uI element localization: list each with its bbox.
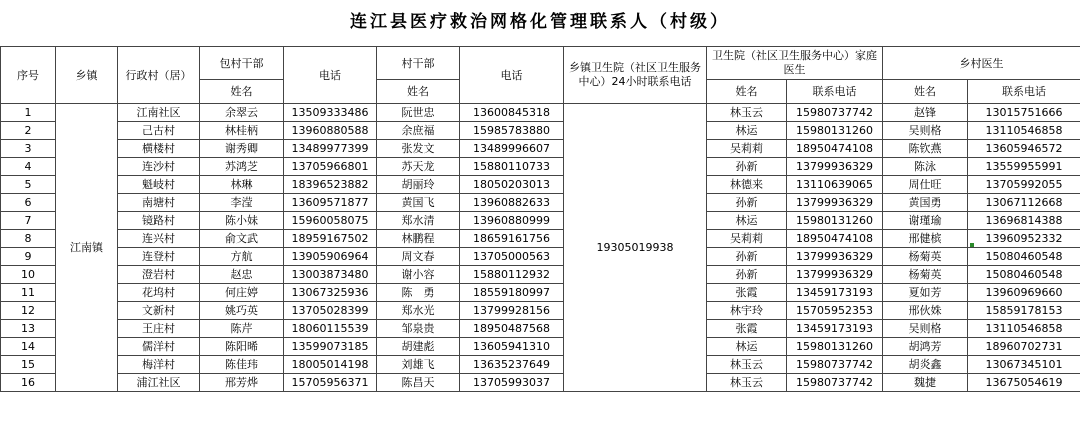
cell-seq: 12 bbox=[1, 302, 56, 320]
cell-rural-doctor-name: 邢伙姝 bbox=[883, 302, 968, 320]
cell-cadre-phone: 13509333486 bbox=[284, 104, 377, 122]
cell-family-doctor-name: 张霞 bbox=[707, 284, 787, 302]
table-row bbox=[1, 194, 1080, 212]
cell-village-cadre-name: 林鹏程 bbox=[377, 230, 460, 248]
cell-rural-doctor-phone: 18960702731 bbox=[968, 338, 1080, 356]
cell-family-doctor-phone: 13110639065 bbox=[787, 176, 883, 194]
cell-family-doctor-phone: 15980131260 bbox=[787, 122, 883, 140]
cell-family-doctor-phone: 13799936329 bbox=[787, 194, 883, 212]
cell-family-doctor-phone: 15980131260 bbox=[787, 212, 883, 230]
cell-cadre-name: 林琳 bbox=[200, 176, 284, 194]
cell-rural-doctor-name: 杨菊英 bbox=[883, 248, 968, 266]
cell-family-doctor-name: 吴莉莉 bbox=[707, 230, 787, 248]
cell-comment-marker bbox=[970, 243, 974, 247]
cell-rural-doctor-phone: 13067112668 bbox=[968, 194, 1080, 212]
cell-village-cadre-name: 陈昌天 bbox=[377, 374, 460, 392]
cell-village-cadre-name: 郑水光 bbox=[377, 302, 460, 320]
cell-seq: 15 bbox=[1, 356, 56, 374]
cell-village: 连兴村 bbox=[118, 230, 200, 248]
cell-village-cadre-name: 苏天龙 bbox=[377, 158, 460, 176]
cell-seq: 4 bbox=[1, 158, 56, 176]
header-family-doctor: 卫生院（社区卫生服务中心）家庭医生 bbox=[707, 47, 883, 80]
cell-village-cadre-phone: 15985783880 bbox=[460, 122, 564, 140]
header-cadre-phone: 电话 bbox=[284, 47, 377, 104]
cell-family-doctor-phone: 15980737742 bbox=[787, 104, 883, 122]
cell-rural-doctor-phone: 13696814388 bbox=[968, 212, 1080, 230]
table-row bbox=[1, 122, 1080, 140]
header-township: 乡镇 bbox=[56, 47, 118, 104]
table-row bbox=[1, 302, 1080, 320]
cell-cadre-phone: 13003873480 bbox=[284, 266, 377, 284]
cell-family-doctor-name: 林运 bbox=[707, 212, 787, 230]
cell-seq: 14 bbox=[1, 338, 56, 356]
cell-village: 己古村 bbox=[118, 122, 200, 140]
cell-seq: 11 bbox=[1, 284, 56, 302]
cell-seq: 13 bbox=[1, 320, 56, 338]
cell-family-doctor-phone: 15705952353 bbox=[787, 302, 883, 320]
cell-cadre-phone: 18959167502 bbox=[284, 230, 377, 248]
cell-family-doctor-phone: 15980737742 bbox=[787, 356, 883, 374]
cell-family-doctor-name: 林运 bbox=[707, 338, 787, 356]
cell-rural-doctor-name: 杨菊英 bbox=[883, 266, 968, 284]
cell-rural-doctor-phone: 15080460548 bbox=[968, 248, 1080, 266]
header-cadre: 包村干部 bbox=[200, 47, 284, 80]
cell-village: 魁岐村 bbox=[118, 176, 200, 194]
table-row bbox=[1, 212, 1080, 230]
table-row bbox=[1, 266, 1080, 284]
cell-rural-doctor-phone: 13705992055 bbox=[968, 176, 1080, 194]
cell-village-cadre-phone: 13960880999 bbox=[460, 212, 564, 230]
cell-family-doctor-name: 林运 bbox=[707, 122, 787, 140]
cell-village: 澄岩村 bbox=[118, 266, 200, 284]
cell-family-doctor-name: 林玉云 bbox=[707, 356, 787, 374]
cell-rural-doctor-name: 夏如芳 bbox=[883, 284, 968, 302]
table-row bbox=[1, 230, 1080, 248]
cell-cadre-name: 李滢 bbox=[200, 194, 284, 212]
cell-village-cadre-name: 陈 勇 bbox=[377, 284, 460, 302]
cell-cadre-phone: 13705966801 bbox=[284, 158, 377, 176]
cell-village-cadre-phone: 13635237649 bbox=[460, 356, 564, 374]
cell-seq: 8 bbox=[1, 230, 56, 248]
cell-seq: 5 bbox=[1, 176, 56, 194]
cell-rural-doctor-name: 陈泳 bbox=[883, 158, 968, 176]
header-hospital: 乡镇卫生院（社区卫生服务中心）24小时联系电话 bbox=[564, 47, 707, 104]
header-fd-name: 姓名 bbox=[707, 80, 787, 104]
cell-cadre-name: 俞文武 bbox=[200, 230, 284, 248]
cell-seq: 7 bbox=[1, 212, 56, 230]
cell-family-doctor-name: 张霞 bbox=[707, 320, 787, 338]
table-row bbox=[1, 176, 1080, 194]
cell-rural-doctor-phone: 15859178153 bbox=[968, 302, 1080, 320]
cell-village-cadre-phone: 13705993037 bbox=[460, 374, 564, 392]
cell-rural-doctor-name: 胡炎鑫 bbox=[883, 356, 968, 374]
cell-rural-doctor-phone: 13110546858 bbox=[968, 320, 1080, 338]
header-village-cadre-phone: 电话 bbox=[460, 47, 564, 104]
cell-family-doctor-name: 孙新 bbox=[707, 158, 787, 176]
cell-village: 文新村 bbox=[118, 302, 200, 320]
cell-village: 王庄村 bbox=[118, 320, 200, 338]
cell-family-doctor-phone: 13799936329 bbox=[787, 158, 883, 176]
cell-seq: 2 bbox=[1, 122, 56, 140]
cell-cadre-name: 赵忠 bbox=[200, 266, 284, 284]
cell-seq: 10 bbox=[1, 266, 56, 284]
cell-family-doctor-phone: 18950474108 bbox=[787, 140, 883, 158]
cell-village-cadre-phone: 13799928156 bbox=[460, 302, 564, 320]
cell-village-cadre-name: 胡建彪 bbox=[377, 338, 460, 356]
cell-rural-doctor-name: 陈钦燕 bbox=[883, 140, 968, 158]
cell-village: 梅洋村 bbox=[118, 356, 200, 374]
cell-seq: 9 bbox=[1, 248, 56, 266]
cell-village-cadre-name: 余庶福 bbox=[377, 122, 460, 140]
cell-village-cadre-phone: 18950487568 bbox=[460, 320, 564, 338]
cell-village-cadre-phone: 13600845318 bbox=[460, 104, 564, 122]
cell-village-cadre-name: 胡丽玲 bbox=[377, 176, 460, 194]
table-row bbox=[1, 284, 1080, 302]
cell-village: 浦江社区 bbox=[118, 374, 200, 392]
table-row bbox=[1, 248, 1080, 266]
cell-family-doctor-name: 林德来 bbox=[707, 176, 787, 194]
cell-family-doctor-name: 吴莉莉 bbox=[707, 140, 787, 158]
cell-family-doctor-phone: 15980737742 bbox=[787, 374, 883, 392]
cell-rural-doctor-phone: 13605946572 bbox=[968, 140, 1080, 158]
cell-village-cadre-name: 邹泉贵 bbox=[377, 320, 460, 338]
cell-cadre-phone: 15960058075 bbox=[284, 212, 377, 230]
cell-village-cadre-phone: 18050203013 bbox=[460, 176, 564, 194]
cell-cadre-phone: 13960880588 bbox=[284, 122, 377, 140]
header-rd-name: 姓名 bbox=[883, 80, 968, 104]
cell-rural-doctor-phone: 13015751666 bbox=[968, 104, 1080, 122]
cell-rural-doctor-name: 胡鸿芳 bbox=[883, 338, 968, 356]
cell-cadre-name: 何庄婷 bbox=[200, 284, 284, 302]
cell-cadre-phone: 13067325936 bbox=[284, 284, 377, 302]
cell-rural-doctor-name: 魏捷 bbox=[883, 374, 968, 392]
cell-family-doctor-name: 孙新 bbox=[707, 194, 787, 212]
cell-cadre-phone: 13609571877 bbox=[284, 194, 377, 212]
cell-seq: 1 bbox=[1, 104, 56, 122]
cell-rural-doctor-phone: 13960952332 bbox=[968, 230, 1080, 248]
cell-seq: 6 bbox=[1, 194, 56, 212]
header-rd-phone: 联系电话 bbox=[968, 80, 1080, 104]
cell-village-cadre-phone: 13960882633 bbox=[460, 194, 564, 212]
cell-cadre-name: 谢秀卿 bbox=[200, 140, 284, 158]
cell-rural-doctor-phone: 13067345101 bbox=[968, 356, 1080, 374]
cell-village-cadre-name: 周文春 bbox=[377, 248, 460, 266]
cell-village-cadre-name: 黄国飞 bbox=[377, 194, 460, 212]
cell-seq: 3 bbox=[1, 140, 56, 158]
header-fd-phone: 联系电话 bbox=[787, 80, 883, 104]
cell-cadre-phone: 18060115539 bbox=[284, 320, 377, 338]
cell-rural-doctor-name: 吴则格 bbox=[883, 122, 968, 140]
cell-rural-doctor-phone: 13110546858 bbox=[968, 122, 1080, 140]
table-row bbox=[1, 158, 1080, 176]
header-rural-doctor: 乡村医生 bbox=[883, 47, 1080, 80]
cell-cadre-name: 林桂柄 bbox=[200, 122, 284, 140]
cell-cadre-phone: 13905906964 bbox=[284, 248, 377, 266]
table-row bbox=[1, 356, 1080, 374]
cell-family-doctor-phone: 15980131260 bbox=[787, 338, 883, 356]
table-row bbox=[1, 140, 1080, 158]
table-row bbox=[1, 104, 1080, 122]
cell-village: 横楼村 bbox=[118, 140, 200, 158]
cell-cadre-phone: 13599073185 bbox=[284, 338, 377, 356]
cell-family-doctor-name: 孙新 bbox=[707, 266, 787, 284]
cell-village-cadre-phone: 18559180997 bbox=[460, 284, 564, 302]
page-title: 连江县医疗救治网格化管理联系人（村级） bbox=[350, 12, 730, 32]
cell-cadre-name: 陈佳玮 bbox=[200, 356, 284, 374]
cell-rural-doctor-phone: 15080460548 bbox=[968, 266, 1080, 284]
table-row bbox=[1, 374, 1080, 392]
cell-cadre-name: 陈阳晞 bbox=[200, 338, 284, 356]
cell-seq: 16 bbox=[1, 374, 56, 392]
cell-rural-doctor-name: 黄国勇 bbox=[883, 194, 968, 212]
cell-village-cadre-name: 阮世忠 bbox=[377, 104, 460, 122]
cell-cadre-name: 邢芳烨 bbox=[200, 374, 284, 392]
header-cadre-name: 姓名 bbox=[200, 80, 284, 104]
cell-village-cadre-phone: 15880112932 bbox=[460, 266, 564, 284]
cell-village-cadre-name: 郑水清 bbox=[377, 212, 460, 230]
cell-village: 儒洋村 bbox=[118, 338, 200, 356]
cell-village-cadre-phone: 15880110733 bbox=[460, 158, 564, 176]
cell-rural-doctor-name: 吴则格 bbox=[883, 320, 968, 338]
cell-cadre-phone: 18396523882 bbox=[284, 176, 377, 194]
cell-rural-doctor-name: 赵锋 bbox=[883, 104, 968, 122]
cell-family-doctor-phone: 13459173193 bbox=[787, 284, 883, 302]
cell-cadre-name: 陈芹 bbox=[200, 320, 284, 338]
cell-family-doctor-name: 林玉云 bbox=[707, 374, 787, 392]
cell-rural-doctor-phone: 13675054619 bbox=[968, 374, 1080, 392]
cell-village-cadre-phone: 18659161756 bbox=[460, 230, 564, 248]
cell-rural-doctor-name: 谢瑾瑜 bbox=[883, 212, 968, 230]
header-village-cadre: 村干部 bbox=[377, 47, 460, 80]
header-village-cadre-name: 姓名 bbox=[377, 80, 460, 104]
cell-family-doctor-phone: 18950474108 bbox=[787, 230, 883, 248]
cell-village-cadre-phone: 13489996607 bbox=[460, 140, 564, 158]
cell-rural-doctor-phone: 13559955991 bbox=[968, 158, 1080, 176]
cell-village: 连登村 bbox=[118, 248, 200, 266]
cell-family-doctor-name: 孙新 bbox=[707, 248, 787, 266]
cell-cadre-phone: 18005014198 bbox=[284, 356, 377, 374]
cell-family-doctor-phone: 13459173193 bbox=[787, 320, 883, 338]
cell-cadre-name: 姚巧英 bbox=[200, 302, 284, 320]
cell-family-doctor-phone: 13799936329 bbox=[787, 248, 883, 266]
cell-cadre-phone: 15705956371 bbox=[284, 374, 377, 392]
cell-village: 连沙村 bbox=[118, 158, 200, 176]
cell-cadre-name: 方航 bbox=[200, 248, 284, 266]
cell-rural-doctor-phone: 13960969660 bbox=[968, 284, 1080, 302]
cell-cadre-name: 余翠云 bbox=[200, 104, 284, 122]
table-row bbox=[1, 338, 1080, 356]
cell-cadre-phone: 13705028399 bbox=[284, 302, 377, 320]
cell-township: 江南镇 bbox=[56, 104, 118, 392]
cell-village-cadre-name: 张发文 bbox=[377, 140, 460, 158]
cell-village: 花坞村 bbox=[118, 284, 200, 302]
table-row bbox=[1, 320, 1080, 338]
contact-table bbox=[0, 46, 1080, 392]
cell-hospital-phone: 19305019938 bbox=[564, 104, 707, 392]
cell-village-cadre-name: 谢小容 bbox=[377, 266, 460, 284]
cell-rural-doctor-name: 周仕旺 bbox=[883, 176, 968, 194]
cell-cadre-name: 苏鸿芝 bbox=[200, 158, 284, 176]
cell-village-cadre-name: 刘雄飞 bbox=[377, 356, 460, 374]
cell-village-cadre-phone: 13605941310 bbox=[460, 338, 564, 356]
cell-family-doctor-phone: 13799936329 bbox=[787, 266, 883, 284]
cell-village: 江南社区 bbox=[118, 104, 200, 122]
header-seq: 序号 bbox=[1, 47, 56, 104]
cell-cadre-phone: 13489977399 bbox=[284, 140, 377, 158]
cell-village-cadre-phone: 13705000563 bbox=[460, 248, 564, 266]
cell-family-doctor-name: 林玉云 bbox=[707, 104, 787, 122]
cell-village: 镜路村 bbox=[118, 212, 200, 230]
cell-rural-doctor-name: 邢健槟 bbox=[883, 230, 968, 248]
cell-family-doctor-name: 林宇玲 bbox=[707, 302, 787, 320]
table-body bbox=[1, 104, 1080, 392]
header-village: 行政村（居） bbox=[118, 47, 200, 104]
cell-cadre-name: 陈小妹 bbox=[200, 212, 284, 230]
cell-village: 南塘村 bbox=[118, 194, 200, 212]
